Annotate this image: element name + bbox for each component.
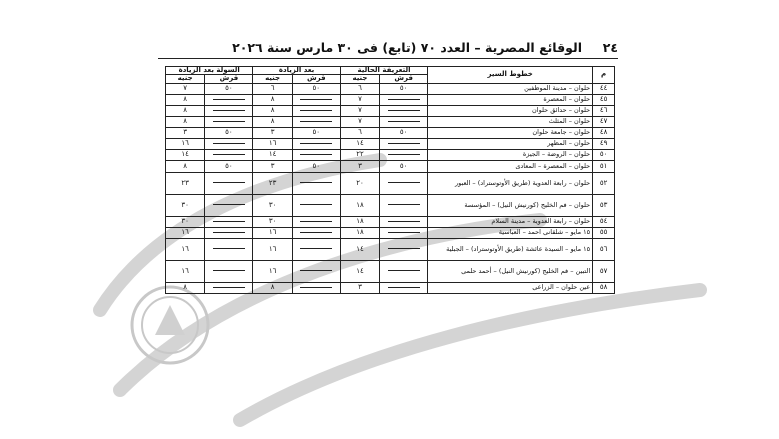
cell-full-pound: ٨ — [166, 105, 205, 116]
cell-current-pound: ١٤ — [340, 238, 379, 260]
table-row — [166, 149, 615, 160]
cell-full-pound: ٣ — [166, 127, 205, 138]
cell-row-number: ٥٤ — [593, 216, 615, 227]
blank-line — [300, 121, 332, 122]
blank-line — [388, 182, 420, 183]
cell-full-pound: ٧ — [166, 83, 205, 94]
cell-route: حلوان – المعصرة — [428, 94, 593, 105]
subheader-piaster: قرش — [380, 75, 428, 83]
blank-line — [213, 204, 245, 205]
cell-current-piaster — [380, 282, 428, 293]
blank-line — [300, 143, 332, 144]
cell-current-piaster: ٥٠ — [380, 160, 428, 172]
table-row — [166, 138, 615, 149]
cell-after-piaster — [292, 105, 340, 116]
cell-route: حلوان – فم الخليج (كورنيش النيل) – المؤسسة — [428, 194, 593, 216]
table-row — [166, 116, 615, 127]
cell-after-pound: ١٦ — [253, 238, 292, 260]
cell-current-piaster — [380, 138, 428, 149]
cell-full-pound: ٣٠ — [166, 194, 205, 216]
cell-full-piaster: ٥٠ — [205, 127, 253, 138]
table-row — [166, 172, 615, 194]
blank-line — [300, 154, 332, 155]
subheader-piaster: قرش — [205, 75, 253, 83]
cell-row-number: ٥٦ — [593, 238, 615, 260]
seal-emblem — [155, 305, 185, 335]
gazette-title: الوقائع المصرية – العدد ٧٠ (تابع) فى ٣٠ مارس سنة ٢٠٢٦ — [232, 40, 582, 55]
blank-line — [300, 232, 332, 233]
blank-line — [300, 99, 332, 100]
cell-current-pound: ١٤ — [340, 260, 379, 282]
blank-line — [213, 248, 245, 249]
cell-current-piaster — [380, 105, 428, 116]
table-row — [166, 227, 615, 238]
blank-line — [388, 143, 420, 144]
cell-after-piaster — [292, 238, 340, 260]
cell-full-piaster: ٥٠ — [205, 160, 253, 172]
seal-outer-ring — [132, 287, 208, 363]
cell-row-number: ٤٦ — [593, 105, 615, 116]
blank-line — [300, 248, 332, 249]
blank-line — [213, 99, 245, 100]
blank-line — [388, 248, 420, 249]
subheader-piaster: قرش — [292, 75, 340, 83]
seal-inner-ring — [142, 297, 198, 353]
cell-full-piaster — [205, 105, 253, 116]
cell-after-piaster — [292, 227, 340, 238]
cell-route: ١٥ مايو – السيدة عائشة (طريق الأوتوستراد) – الجبلية — [428, 238, 593, 260]
cell-row-number: ٥١ — [593, 160, 615, 172]
blank-line — [388, 99, 420, 100]
cell-current-pound: ٧ — [340, 94, 379, 105]
cell-full-pound: ١٤ — [166, 149, 205, 160]
cell-current-piaster — [380, 260, 428, 282]
cell-current-piaster — [380, 216, 428, 227]
blank-line — [300, 204, 332, 205]
cell-after-pound: ٨ — [253, 282, 292, 293]
cell-full-pound: ١٦ — [166, 227, 205, 238]
cell-route: حلوان – الروضة – الجيزة — [428, 149, 593, 160]
page-number: ٢٤ — [602, 40, 618, 55]
blank-line — [213, 221, 245, 222]
cell-full-pound: ٨ — [166, 282, 205, 293]
cell-route: حلوان – جامعة حلوان — [428, 127, 593, 138]
cell-current-pound: ٦ — [340, 127, 379, 138]
cell-current-pound: ١٨ — [340, 216, 379, 227]
blank-line — [388, 287, 420, 288]
cell-after-pound: ٣٠ — [253, 194, 292, 216]
table-row — [166, 127, 615, 138]
cell-current-pound: ٧ — [340, 116, 379, 127]
blank-line — [300, 110, 332, 111]
cell-row-number: ٤٥ — [593, 94, 615, 105]
cell-full-pound: ١٦ — [166, 138, 205, 149]
blank-line — [213, 270, 245, 271]
column-header-no: م — [593, 67, 615, 84]
cell-current-pound: ١٨ — [340, 227, 379, 238]
cell-full-pound: ٨ — [166, 94, 205, 105]
cell-current-pound: ٢٠ — [340, 172, 379, 194]
cell-row-number: ٤٩ — [593, 138, 615, 149]
cell-after-piaster — [292, 138, 340, 149]
blank-line — [388, 110, 420, 111]
blank-line — [388, 270, 420, 271]
cell-after-piaster — [292, 260, 340, 282]
table-row — [166, 260, 615, 282]
blank-line — [213, 287, 245, 288]
blank-line — [388, 221, 420, 222]
table-row — [166, 282, 615, 293]
cell-after-piaster — [292, 282, 340, 293]
cell-route: حلوان – مدينة الموظفين — [428, 83, 593, 94]
cell-current-piaster — [380, 227, 428, 238]
blank-line — [388, 121, 420, 122]
table-row — [166, 94, 615, 105]
table-row — [166, 105, 615, 116]
cell-route: حلوان – رابعة العدوية – مدينة السلام — [428, 216, 593, 227]
cell-full-pound: ١٦ — [166, 238, 205, 260]
cell-row-number: ٥٨ — [593, 282, 615, 293]
cell-row-number: ٥٥ — [593, 227, 615, 238]
blank-line — [213, 110, 245, 111]
column-group-after-increase: بعد الزيادة — [253, 67, 340, 75]
cell-route: حلوان – رابعة العدوية (طريق الأوتوستراد) – العبور — [428, 172, 593, 194]
table-row — [166, 194, 615, 216]
blank-line — [300, 221, 332, 222]
cell-after-pound: ١٦ — [253, 138, 292, 149]
table-row — [166, 216, 615, 227]
cell-row-number: ٥٧ — [593, 260, 615, 282]
cell-full-piaster — [205, 282, 253, 293]
cell-route: ١٥ مايو – شلقانى احمد – العباسية — [428, 227, 593, 238]
cell-full-piaster — [205, 149, 253, 160]
cell-row-number: ٥٢ — [593, 172, 615, 194]
cell-full-piaster — [205, 260, 253, 282]
cell-current-piaster — [380, 116, 428, 127]
cell-current-pound: ٧ — [340, 105, 379, 116]
cell-full-pound: ٢٣ — [166, 172, 205, 194]
blank-line — [213, 232, 245, 233]
subheader-pound: جنيه — [340, 75, 379, 83]
cell-current-pound: ٦ — [340, 83, 379, 94]
cell-after-pound: ٨ — [253, 116, 292, 127]
cell-current-piaster — [380, 94, 428, 105]
cell-after-piaster — [292, 194, 340, 216]
cell-after-pound: ١٦ — [253, 260, 292, 282]
table-row — [166, 83, 615, 94]
cell-full-pound: ٣٠ — [166, 216, 205, 227]
column-group-full-after-increase: السولة بعد الزيادة — [166, 67, 253, 75]
blank-line — [213, 182, 245, 183]
cell-row-number: ٥٣ — [593, 194, 615, 216]
cell-current-piaster — [380, 149, 428, 160]
cell-after-pound: ١٦ — [253, 227, 292, 238]
cell-after-pound: ٢٣ — [253, 172, 292, 194]
cell-full-piaster — [205, 194, 253, 216]
cell-current-pound: ٣ — [340, 160, 379, 172]
cell-current-pound: ٣ — [340, 282, 379, 293]
cell-current-pound: ١٨ — [340, 194, 379, 216]
cell-full-pound: ١٦ — [166, 260, 205, 282]
cell-full-pound: ٨ — [166, 116, 205, 127]
cell-current-pound: ١٤ — [340, 138, 379, 149]
cell-row-number: ٤٤ — [593, 83, 615, 94]
cell-full-piaster — [205, 172, 253, 194]
cell-after-piaster: ٥٠ — [292, 160, 340, 172]
cell-after-piaster — [292, 116, 340, 127]
cell-full-piaster: ٥٠ — [205, 83, 253, 94]
column-group-current: التعريفة الحالية — [340, 67, 427, 75]
cell-current-piaster: ٥٠ — [380, 127, 428, 138]
cell-after-piaster: ٥٠ — [292, 83, 340, 94]
cell-after-pound: ٣٠ — [253, 216, 292, 227]
column-header-route: خطوط السير — [428, 67, 593, 84]
table-row — [166, 238, 615, 260]
page-header — [158, 40, 618, 59]
blank-line — [300, 182, 332, 183]
cell-current-piaster — [380, 172, 428, 194]
blank-line — [213, 143, 245, 144]
cell-after-piaster — [292, 172, 340, 194]
cell-current-piaster: ٥٠ — [380, 83, 428, 94]
blank-line — [213, 154, 245, 155]
cell-full-piaster — [205, 116, 253, 127]
subheader-pound: جنيه — [166, 75, 205, 83]
cell-current-piaster — [380, 194, 428, 216]
cell-route: عين حلوان – الزراعى — [428, 282, 593, 293]
cell-after-piaster — [292, 216, 340, 227]
cell-after-pound: ٨ — [253, 105, 292, 116]
fare-table — [165, 66, 615, 294]
cell-full-piaster — [205, 238, 253, 260]
blank-line — [213, 121, 245, 122]
cell-after-pound: ٣ — [253, 160, 292, 172]
cell-route: حلوان – المعصرة – المعادى — [428, 160, 593, 172]
cell-after-pound: ٣ — [253, 127, 292, 138]
cell-row-number: ٤٨ — [593, 127, 615, 138]
table-header-row — [166, 67, 615, 75]
cell-full-pound: ٨ — [166, 160, 205, 172]
cell-current-piaster — [380, 238, 428, 260]
cell-after-piaster: ٥٠ — [292, 127, 340, 138]
cell-full-piaster — [205, 94, 253, 105]
watermark-arc — [240, 290, 700, 420]
blank-line — [388, 204, 420, 205]
blank-line — [388, 154, 420, 155]
cell-route: حلوان – المظهر — [428, 138, 593, 149]
cell-full-piaster — [205, 227, 253, 238]
cell-after-piaster — [292, 94, 340, 105]
cell-after-pound: ٦ — [253, 83, 292, 94]
cell-current-pound: ٢٢ — [340, 149, 379, 160]
blank-line — [300, 270, 332, 271]
cell-route: التبين – فم الخليج (كورنيش النيل) – أحمد حلمى — [428, 260, 593, 282]
cell-row-number: ٥٠ — [593, 149, 615, 160]
cell-after-piaster — [292, 149, 340, 160]
cell-full-piaster — [205, 216, 253, 227]
cell-full-piaster — [205, 138, 253, 149]
cell-route: حلوان – حدائق حلوان — [428, 105, 593, 116]
cell-after-pound: ٨ — [253, 94, 292, 105]
cell-after-pound: ١٤ — [253, 149, 292, 160]
subheader-pound: جنيه — [253, 75, 292, 83]
table-row — [166, 160, 615, 172]
blank-line — [388, 232, 420, 233]
cell-route: حلوان – المثلث — [428, 116, 593, 127]
blank-line — [300, 287, 332, 288]
cell-row-number: ٤٧ — [593, 116, 615, 127]
